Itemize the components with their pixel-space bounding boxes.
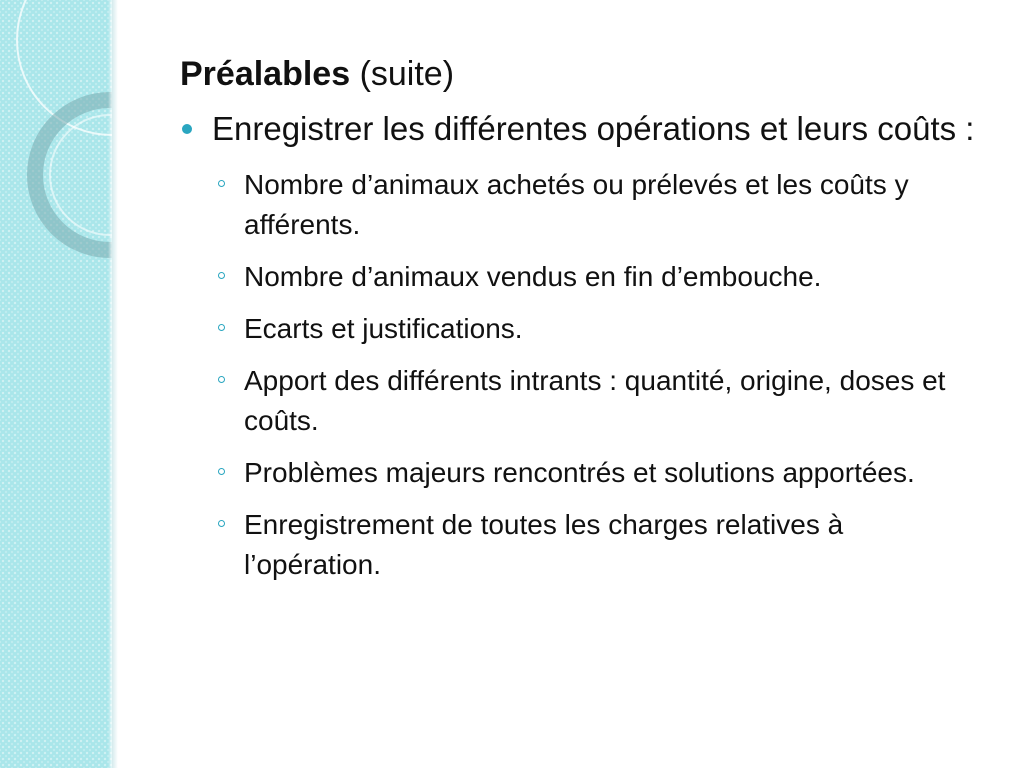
decorative-circles: [0, 0, 112, 768]
slide-title: [180, 48, 980, 100]
main-bullet-text: Enregistrer les différentes opérations et leurs coûts :: [212, 110, 975, 147]
sub-bullet-text: Nombre d’animaux vendus en fin d’embouche.: [244, 261, 822, 292]
sub-bullet-item: [180, 361, 980, 441]
decorative-side-band: [0, 0, 112, 768]
slide-title-bold: Préalables: [180, 55, 351, 93]
sub-bullet-text: Problèmes majeurs rencontrés et solutions apportées.: [244, 457, 915, 488]
sub-bullet-text: Nombre d’animaux achetés ou prélevés et les coûts y afférents.: [244, 169, 909, 240]
slide-title-suffix: (suite): [359, 55, 455, 93]
ring-bullet-icon: [218, 376, 225, 383]
sub-bullet-text: Enregistrement de toutes les charges relatives à l’opération.: [244, 509, 844, 580]
ring-bullet-icon: [218, 180, 225, 187]
ring-bullet-icon: [218, 272, 225, 279]
main-bullet: [180, 106, 980, 151]
ring-bullet-icon: [218, 468, 225, 475]
sub-bullet-item: [180, 505, 980, 585]
ring-bullet-icon: [218, 520, 225, 527]
sub-bullet-item: [180, 453, 980, 493]
sub-bullet-item: [180, 309, 980, 349]
ring-bullet-icon: [218, 324, 225, 331]
sub-bullet-item: [180, 257, 980, 297]
sub-bullet-item: [180, 165, 980, 245]
sub-bullet-text: Ecarts et justifications.: [244, 313, 523, 344]
band-shadow: [112, 0, 118, 768]
slide-content: [180, 48, 980, 597]
sub-bullet-list: [180, 165, 980, 585]
bullet-dot-icon: [182, 124, 192, 134]
sub-bullet-text: Apport des différents intrants : quantité, origine, doses et coûts.: [244, 365, 946, 436]
